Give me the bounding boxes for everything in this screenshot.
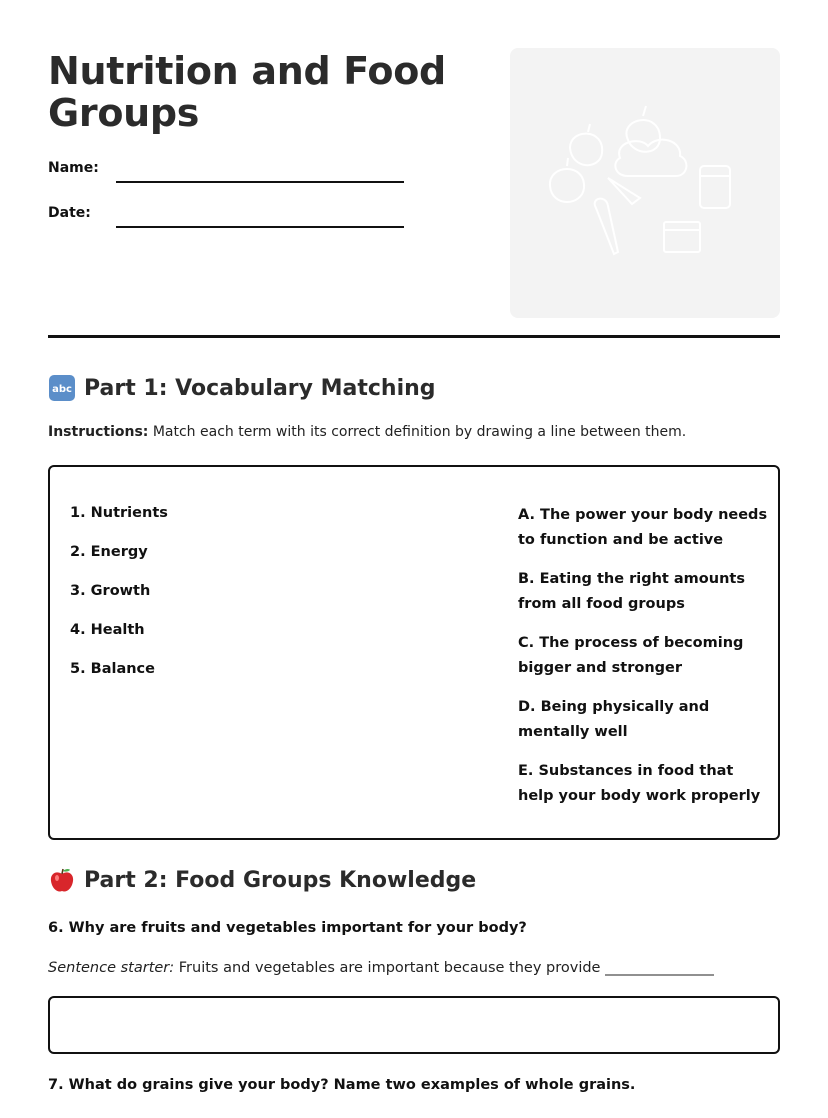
instructions-label: Instructions: <box>48 424 149 440</box>
question-6: 6. Why are fruits and vegetables important for your body? <box>48 920 527 936</box>
term-item[interactable]: 3. Growth <box>70 583 151 599</box>
abc-input-icon <box>48 374 76 402</box>
definition-item[interactable]: D. Being physically and mentally well <box>518 699 710 740</box>
name-line[interactable] <box>116 181 404 183</box>
worksheet-page <box>48 0 780 1093</box>
svg-text:abc: abc <box>52 384 72 395</box>
term-item[interactable]: 5. Balance <box>70 661 155 677</box>
term-item[interactable]: 1. Nutrients <box>70 505 168 521</box>
instructions-text: Match each term with its correct definition by drawing a line between them. <box>148 424 687 440</box>
name-field[interactable] <box>48 156 408 186</box>
definitions-list <box>518 503 768 823</box>
date-label: Date: <box>48 205 91 221</box>
date-line[interactable] <box>116 226 404 228</box>
term-item[interactable]: 4. Health <box>70 622 145 638</box>
name-label: Name: <box>48 160 99 176</box>
page-title: Nutrition and Food Groups <box>48 49 446 135</box>
instructions <box>48 424 686 440</box>
terms-list <box>70 505 168 700</box>
part2-title-text: Part 2: Food Groups Knowledge <box>84 867 477 893</box>
apple-icon <box>48 866 76 894</box>
food-groups-illustration <box>510 48 780 318</box>
worksheet-header <box>48 0 780 338</box>
part1-heading <box>48 374 436 402</box>
definition-item[interactable]: A. The power your body needs to function and be active <box>518 507 768 548</box>
vocabulary-matching-box <box>48 465 780 840</box>
answer-box-6[interactable] <box>48 996 780 1054</box>
definition-item[interactable]: C. The process of becoming bigger and stronger <box>518 635 744 676</box>
date-field[interactable] <box>48 201 408 231</box>
question-7: 7. What do grains give your body? Name two examples of whole grains. <box>48 1077 636 1093</box>
sentence-starter-label: Sentence starter: <box>48 960 175 976</box>
sentence-starter-text: Fruits and vegetables are important because they provide _______________ <box>174 960 714 976</box>
definition-item[interactable]: E. Substances in food that help your body work properly <box>518 763 761 804</box>
term-item[interactable]: 2. Energy <box>70 544 148 560</box>
food-illustration-icon <box>510 48 780 318</box>
sentence-starter <box>48 960 714 976</box>
definition-item[interactable]: B. Eating the right amounts from all food groups <box>518 571 745 612</box>
part1-title-text: Part 1: Vocabulary Matching <box>84 375 436 401</box>
part2-heading <box>48 866 476 894</box>
